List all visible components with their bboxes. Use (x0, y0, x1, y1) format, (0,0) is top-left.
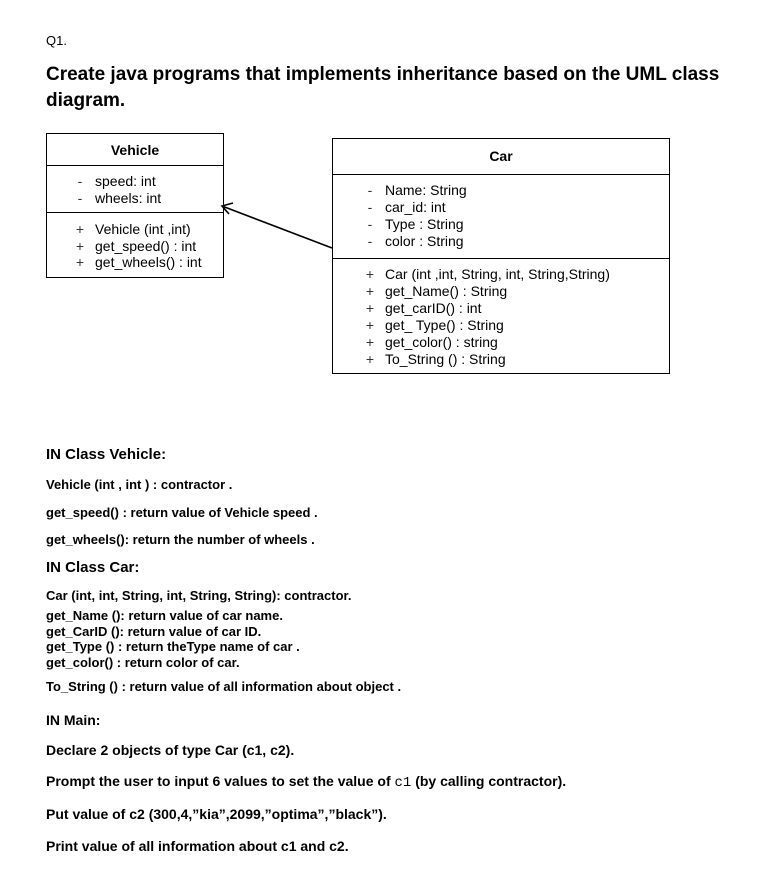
car-method-constructor: + Car (int ,int, String, int, String,String) (365, 266, 610, 282)
car-method-get-type: + get_ Type() : String (365, 317, 504, 333)
vehicle-methods (47, 213, 223, 271)
car-class-box (332, 138, 670, 374)
main-put-value: Put value of c2 (300,4,”kia”,2099,”optima”,”black”). (46, 806, 387, 822)
vehicle-attribute-speed: - speed: int (77, 173, 156, 189)
vehicle-method-constructor: + Vehicle (int ,int) (75, 221, 191, 237)
car-desc-get-color: get_color() : return color of car. (46, 655, 240, 670)
car-method-get-color: + get_color() : string (365, 334, 498, 350)
car-method-get-carid: + get_carID() : int (365, 300, 482, 316)
vehicle-desc-get-wheels: get_wheels(): return the number of wheels . (46, 532, 315, 547)
main-declare: Declare 2 objects of type Car (c1, c2). (46, 742, 295, 758)
question-title: Create java programs that implements inheritance based on the UML class diagram. (46, 64, 720, 111)
car-methods (333, 259, 669, 368)
vehicle-section-header: IN Class Vehicle: (46, 446, 167, 463)
car-desc-constructor: Car (int, int, String, int, String, String): contractor. (46, 588, 352, 603)
vehicle-method-get-wheels: + get_wheels() : int (75, 254, 202, 270)
car-attribute-type: - Type : String (367, 216, 464, 232)
car-class-name: Car (333, 139, 669, 175)
vehicle-class-box (46, 133, 224, 278)
car-method-get-name: + get_Name() : String (365, 283, 508, 299)
vehicle-desc-constructor: Vehicle (int , int ) : contractor . (46, 477, 233, 492)
car-attributes (333, 175, 669, 259)
car-method-to-string: + To_String () : String (365, 351, 506, 367)
car-attribute-name: - Name: String (367, 182, 467, 198)
main-section-header: IN Main: (46, 712, 101, 728)
inheritance-line (222, 206, 332, 248)
vehicle-attribute-wheels: - wheels: int (77, 189, 162, 206)
car-desc-to-string: To_String () : return value of all information about object . (46, 679, 402, 694)
car-attribute-car-id: - car_id: int (367, 199, 446, 215)
car-desc-get-type: get_Type () : return theType name of car . (46, 639, 300, 654)
main-prompt-var: c1 (394, 775, 412, 791)
car-desc-get-name: get_Name (): return value of car name. (46, 608, 283, 623)
vehicle-class-name: Vehicle (47, 134, 223, 166)
vehicle-attributes (47, 166, 223, 213)
question-number: Q1. (46, 33, 67, 48)
car-attribute-color: - color : String (367, 233, 464, 249)
main-print-value: Print value of all information about c1 and c2. (46, 838, 349, 854)
car-section-header: IN Class Car: (46, 559, 140, 576)
main-prompt: Prompt the user to input 6 values to set the value of c1 (by calling contractor). (46, 773, 567, 791)
vehicle-method-get-speed: + get_speed() : int (75, 237, 197, 254)
car-desc-get-carid: get_CarID (): return value of car ID. (46, 624, 262, 639)
vehicle-desc-get-speed: get_speed() : return value of Vehicle speed . (46, 505, 318, 520)
